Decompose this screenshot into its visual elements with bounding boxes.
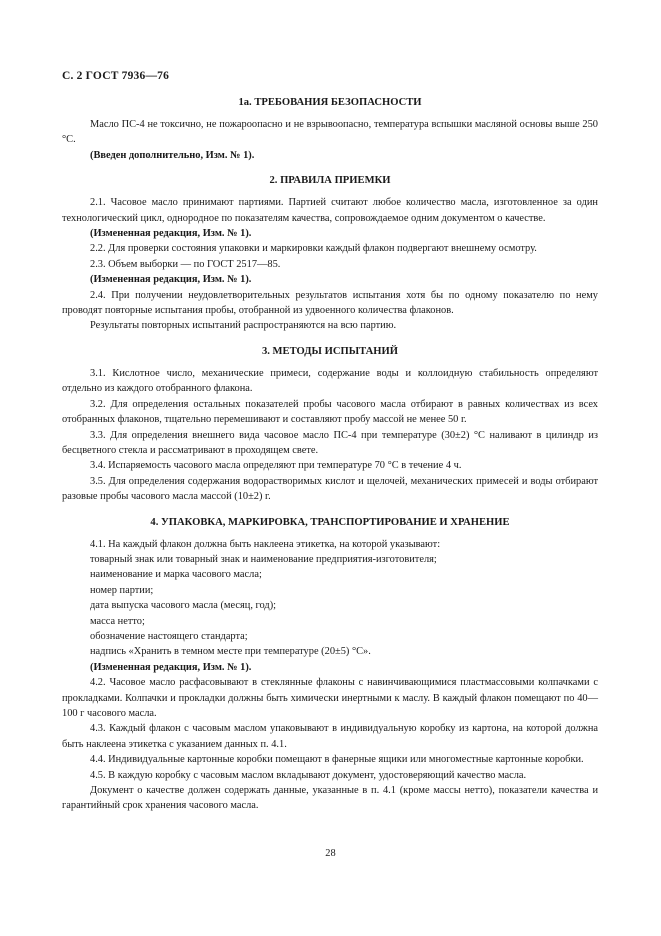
paragraph: Документ о качестве должен содержать данные, указанные в п. 4.1 (кроме массы нетто), показатели качества и гарантийный срок хранения часового масла.	[62, 785, 598, 812]
paragraph: 4.4. Индивидуальные картонные коробки помещают в фанерные ящики или многоместные картонные коробки.	[90, 754, 584, 766]
section-3-heading: 3. МЕТОДЫ ИСПЫТАНИЙ	[261, 345, 399, 357]
paragraph: 2.4. При получении неудовлетворительных результатов испытания хотя бы по одному показателю по нему проводят повторные испытания пробы, отобранной из удвоенного количества флаконов.	[62, 289, 598, 317]
amendment-note: (Введен дополнительно, Изм. № 1).	[90, 149, 255, 161]
paragraph: 3.5. Для определения содержания водорастворимых кислот и щелочей, механических примесей и воды отбирают разовые пробы часового масла массой (10±2) г.	[62, 475, 598, 503]
paragraph: 2.2. Для проверки состояния упаковки и маркировки каждый флакон подвергают внешнему осмотру.	[90, 243, 537, 255]
document-body	[62, 96, 598, 814]
paragraph: Результаты повторных испытаний распространяются на всю партию.	[90, 320, 397, 332]
list-item: масса нетто;	[90, 615, 145, 627]
list-item: номер партии;	[90, 584, 154, 596]
list-item: обозначение настоящего стандарта;	[90, 630, 248, 642]
paragraph: 2.1. Часовое масло принимают партиями. Партией считают любое количество масла, изготовленное за один технологический цикл, однородное по показателям качества, сопровождаемое одним документом о качестве.	[62, 197, 598, 224]
paragraph: 3.1. Кислотное число, механические примеси, содержание воды и коллоидную стабильность определяют отдельно из каждого отобранного флакона.	[62, 367, 598, 395]
section-1a-heading: 1а. ТРЕБОВАНИЯ БЕЗОПАСНОСТИ	[238, 97, 422, 108]
list-item: товарный знак или товарный знак и наименование предприятия-изготовителя;	[90, 553, 437, 565]
section-4-heading: 4. УПАКОВКА, МАРКИРОВКА, ТРАНСПОРТИРОВАНИЕ И ХРАНЕНИЕ	[150, 516, 510, 528]
paragraph: 3.2. Для определения остальных показателей пробы часового масла отбирают в равных количествах из всех отобранных флаконов, тщательно перемешивают и составляют пробу массой не менее 50 г.	[62, 398, 598, 426]
amendment-note: (Измененная редакция, Изм. № 1).	[90, 274, 252, 286]
section-2-heading: 2. ПРАВИЛА ПРИЕМКИ	[269, 175, 391, 187]
paragraph: 2.3. Объем выборки — по ГОСТ 2517—85.	[90, 258, 281, 270]
list-item: дата выпуска часового масла (месяц, год);	[90, 600, 277, 612]
paragraph: 4.1. На каждый флакон должна быть наклеена этикетка, на которой указывают:	[90, 538, 441, 550]
paragraph: 4.2. Часовое масло расфасовывают в стеклянные флаконы с навинчивающимися пластмассовыми колпачками с прокладками. Колпачки и прокладки должны быть химически инертными к маслу. В каждый флакон помещают по 40—100 г часового масла.	[62, 677, 598, 719]
list-item: надпись «Хранить в темном месте при температуре (20±5) °С».	[90, 646, 371, 658]
page-number: 28	[325, 848, 336, 859]
paragraph: 4.5. В каждую коробку с часовым маслом вкладывают документ, удостоверяющий качество масла.	[90, 769, 527, 781]
list-item: наименование и марка часового масла;	[90, 569, 262, 581]
page-header: С. 2 ГОСТ 7936—76	[62, 70, 170, 82]
paragraph: 3.4. Испаряемость часового масла определяют при температуре 70 °С в течение 4 ч.	[90, 460, 462, 472]
paragraph: Масло ПС-4 не токсично, не пожароопасно и не взрывоопасно, температура вспышки масляной основы выше 250 °С.	[62, 119, 598, 146]
amendment-note: (Измененная редакция, Изм. № 1).	[90, 228, 252, 240]
amendment-note: (Измененная редакция, Изм. № 1).	[90, 661, 252, 673]
paragraph: 3.3. Для определения внешнего вида часовое масло ПС-4 при температуре (30±2) °С наливают в цилиндр из бесцветного стекла и рассматривают в проходящем свете.	[62, 429, 598, 456]
paragraph: 4.3. Каждый флакон с часовым маслом упаковывают в индивидуальную коробку из картона, на которой должна быть наклеена этикетка с указанием данных п. 4.1.	[62, 723, 598, 750]
